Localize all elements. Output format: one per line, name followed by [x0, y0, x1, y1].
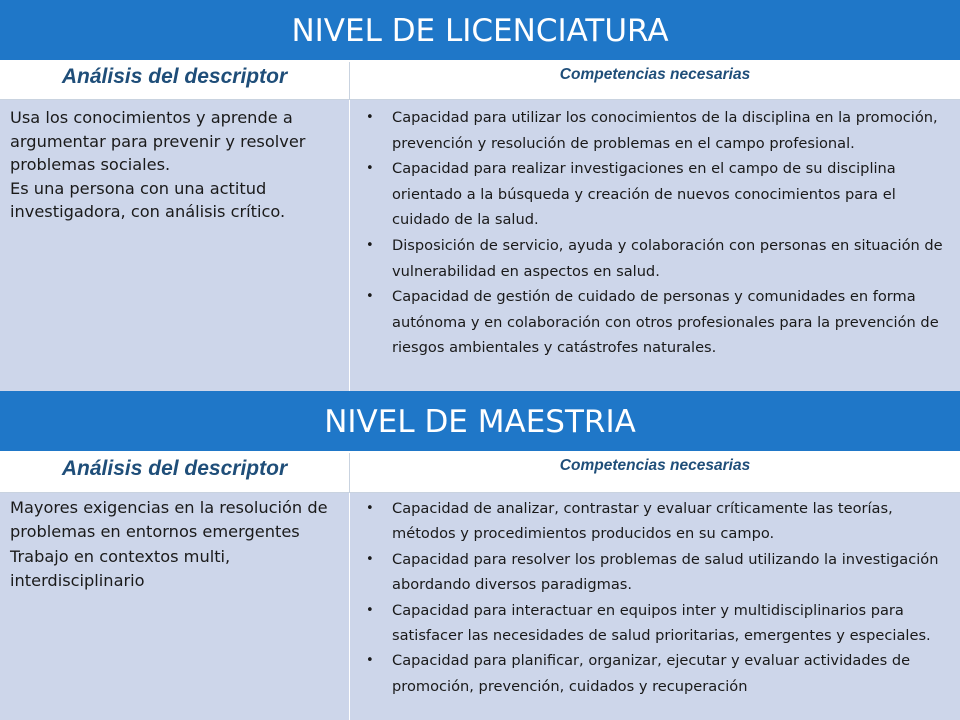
section-title-maestria	[0, 391, 960, 453]
list-item: • Capacidad para planificar, organizar, ejecutar y evaluar actividades de promoción, prevención, cuidados y recuperación	[360, 648, 948, 699]
descriptor-text: Usa los conocimientos y aprende a argumentar para prevenir y resolver problemas sociales.	[10, 108, 306, 174]
descriptor-text: Trabajo en contextos multi, interdisciplinario	[10, 546, 231, 591]
list-item: • Disposición de servicio, ayuda y colaboración con personas en situación de vulnerabilidad en aspectos en salud.	[360, 233, 948, 284]
bullet-icon: •	[366, 289, 374, 305]
section-title-text: NIVEL DE MAESTRIA	[324, 404, 636, 440]
descriptor-cell	[0, 493, 350, 720]
list-item: • Capacidad de gestión de cuidado de personas y comunidades en forma autónoma y en colaboración con otros profesionales para la prevención de riesgos ambientales y catástrofes naturales.	[360, 284, 948, 361]
bullet-icon: •	[366, 161, 374, 177]
competencias-cell	[350, 493, 960, 720]
competencias-list	[360, 105, 948, 361]
competencias-cell	[350, 100, 960, 391]
bullet-icon: •	[366, 551, 374, 567]
list-item: • Capacidad para resolver los problemas de salud utilizando la investigación abordando diversos paradigmas.	[360, 547, 948, 598]
list-item: • Capacidad de analizar, contrastar y evaluar críticamente las teorías, métodos y procedimientos producidos en su campo.	[360, 496, 948, 547]
competencias-header: Competencias necesarias	[350, 62, 960, 100]
list-item: • Capacidad para utilizar los conocimientos de la disciplina en la promoción, prevención y resolución de problemas en el campo profesional.	[360, 105, 948, 156]
bullet-icon: •	[366, 110, 374, 125]
list-item: • Capacidad para interactuar en equipos inter y multidisciplinarios para satisfacer las necesidades de salud prioritarias, emergentes y especiales.	[360, 598, 948, 649]
descriptor-header: Análisis del descriptor	[0, 453, 350, 493]
bullet-icon: •	[366, 237, 374, 253]
descriptor-text: Mayores exigencias en la resolución de problemas en entornos emergentes	[10, 498, 328, 542]
descriptor-header: Análisis del descriptor	[0, 62, 350, 100]
bullet-icon: •	[366, 653, 374, 669]
descriptor-text: Es una persona con una actitud investigadora, con análisis crítico.	[10, 178, 286, 221]
competencias-list	[360, 496, 948, 699]
section-title-licenciatura	[0, 0, 960, 62]
bullet-icon: •	[366, 501, 374, 516]
bullet-icon: •	[366, 602, 374, 618]
list-item: • Capacidad para realizar investigaciones en el campo de su disciplina orientado a la búsqueda y creación de nuevos conocimientos para el cuidado de la salud.	[360, 156, 948, 233]
competencias-header: Competencias necesarias	[350, 453, 960, 493]
section-title-text: NIVEL DE LICENCIATURA	[291, 13, 669, 49]
descriptor-cell	[0, 100, 350, 391]
